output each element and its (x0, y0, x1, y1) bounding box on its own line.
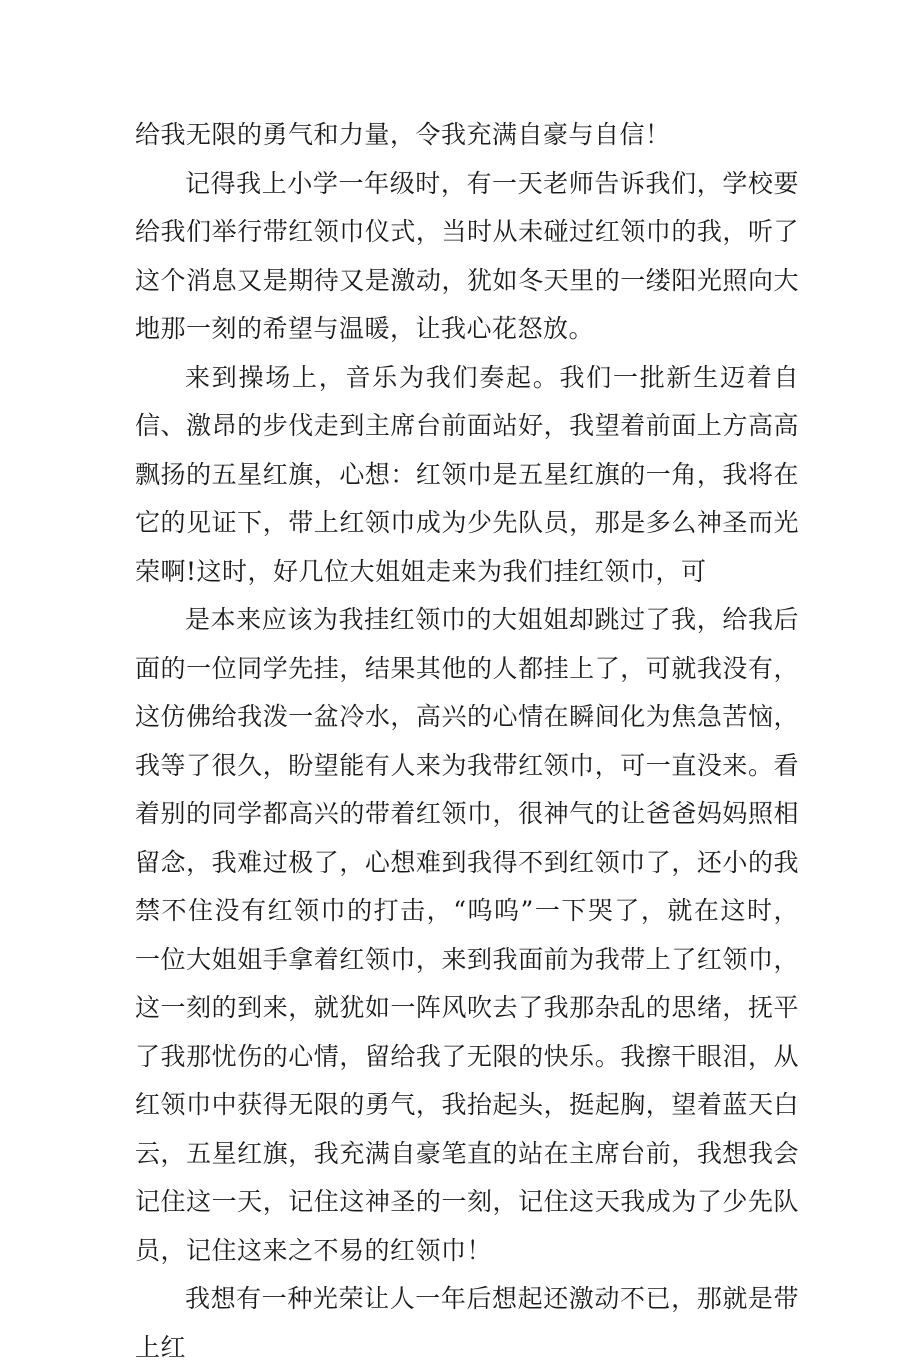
paragraph-glory-reflection: 我想有一种光荣让人一年后想起还激动不已，那就是带上红 (135, 1284, 799, 1362)
paragraph-first-grade-memory: 记得我上小学一年级时，有一天老师告诉我们，学校要给我们举行带红领巾仪式，当时从未碰过红领巾的我，听了这个消息又是期待又是激动，犹如冬天里的一缕阳光照向大地那一刻的希望与温暖，让我心花怒放。 (135, 168, 799, 343)
document-body (135, 111, 799, 1372)
paragraph-continuation: 给我无限的勇气和力量，令我充满自豪与自信！ (135, 120, 671, 149)
paragraph-red-scarf-moment: 是本来应该为我挂红领巾的大姐姐却跳过了我，给我后面的一位同学先挂，结果其他的人都挂上了，可就我没有，这仿佛给我泼一盆冷水，高兴的心情在瞬间化为焦急苦恼，我等了很久，盼望能有人来为我带红领巾，可一直没来。看着别的同学都高兴的带着红领巾，很神气的让爸爸妈妈照相留念，我难过极了，心想难到我得不到红领巾了，还小的我禁不住没有红领巾的打击，“呜呜”一下哭了，就在这时，一位大姐姐手拿着红领巾，来到我面前为我带上了红领巾，这一刻的到来，就犹如一阵风吹去了我那杂乱的思绪，抚平了我那忧伤的心情，留给我了无限的快乐。我擦干眼泪，从红领巾中获得无限的勇气，我抬起头，挺起胸，望着蓝天白云，五星红旗，我充满自豪笔直的站在主席台前，我想我会记住这一天，记住这神圣的一刻，记住这天我成为了少先队员，记住这来之不易的红领巾！ (135, 605, 799, 1265)
paragraph-playground-ceremony: 来到操场上，音乐为我们奏起。我们一批新生迈着自信、激昂的步伐走到主席台前面站好，我望着前面上方高高飘扬的五星红旗，心想：红领巾是五星红旗的一角，我将在它的见证下，带上红领巾成为少先队员，那是多么神圣而光荣啊!这时，好几位大姐姐走来为我们挂红领巾，可 (135, 362, 799, 586)
